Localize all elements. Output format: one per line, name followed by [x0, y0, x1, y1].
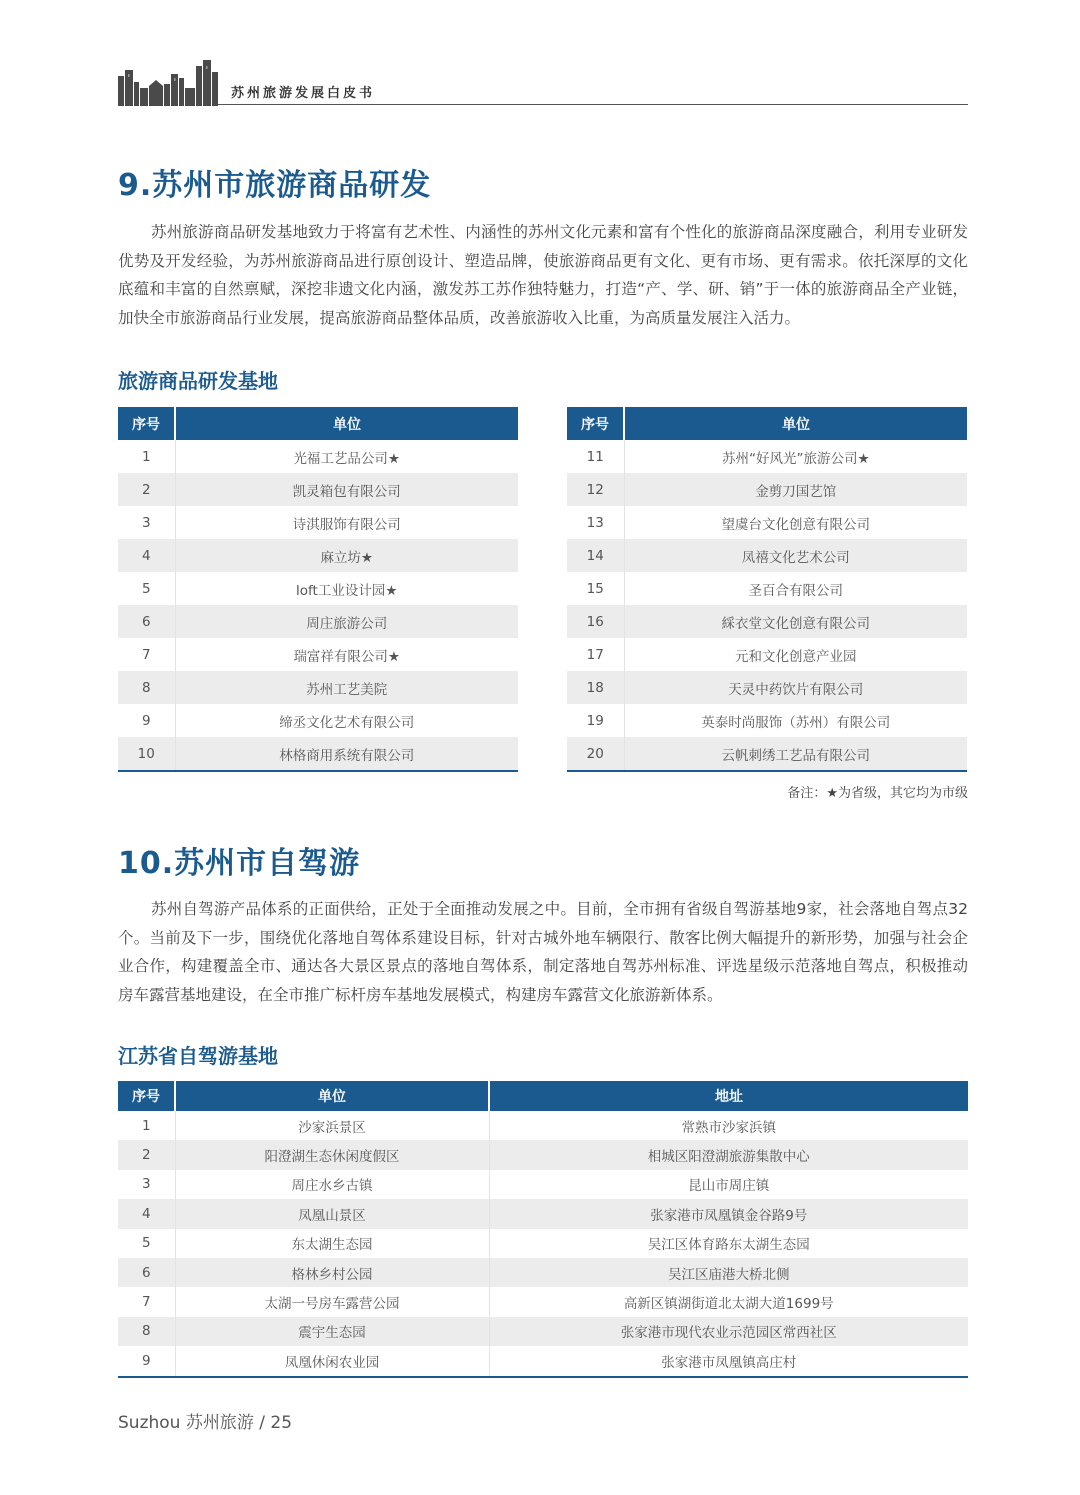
- table-row: [118, 1111, 968, 1140]
- table-row: [118, 506, 518, 539]
- cell-unit: 苏州“好风光”旅游公司★: [624, 440, 967, 473]
- cell-unit: 望虞台文化创意有限公司: [624, 506, 967, 539]
- cell-no: 5: [141, 1235, 151, 1252]
- table-row: [118, 1287, 968, 1316]
- cell-address: 常熟市沙家浜镇: [489, 1111, 968, 1140]
- cell-unit: 周庄水乡古镇: [175, 1170, 489, 1199]
- cell-unit: 阳澄湖生态休闲度假区: [175, 1140, 489, 1169]
- cell-no: 20: [567, 737, 624, 771]
- cell-unit: 麻立坊★: [175, 539, 518, 572]
- table-row: [118, 1346, 968, 1376]
- cell-unit: 林格商用系统有限公司: [175, 737, 518, 771]
- cell-no: 2: [118, 1140, 175, 1169]
- cell-no: 19: [586, 712, 604, 729]
- cell-unit: 凤凰休闲农业园: [175, 1346, 489, 1376]
- table-row: [118, 1170, 968, 1199]
- products-table-right: [567, 407, 967, 772]
- col-header-unit: 单位: [175, 1081, 489, 1111]
- cell-no: 9: [141, 1352, 151, 1369]
- self-drive-table: [118, 1081, 968, 1378]
- cell-unit: 圣百合有限公司: [624, 572, 967, 605]
- products-table-left: [118, 407, 518, 772]
- cell-no: 14: [567, 539, 624, 572]
- col-header-unit: 单位: [175, 407, 518, 440]
- section-10-paragraph: 苏州自驾游产品体系的正面供给，正处于全面推动发展之中。目前，全市拥有省级自驾游基地9家，社会落地自驾点32个。当前及下一步，围绕优化落地自驾体系建设目标，针对古城外地车辆限行、散客比例大幅提升的新形势，加强与社会企业合作，构建覆盖全市、通达各大景区景点的落地自驾体系，制定落地自驾苏州标准、评选星级示范落地自驾点，积极推动房车露营基地建设，在全市推广标杆房车基地发展模式，构建房车露营文化旅游新体系。: [118, 900, 968, 1004]
- page-footer: Suzhou 苏州旅游 / 25: [118, 1413, 293, 1433]
- cell-no: 8: [118, 1317, 175, 1346]
- cell-unit: 凤禧文化艺术公司: [624, 539, 967, 572]
- col-header-address: 地址: [489, 1081, 968, 1111]
- cell-no: 6: [118, 1258, 175, 1287]
- cell-unit: 凤凰山景区: [175, 1199, 489, 1228]
- table-row: [118, 671, 518, 704]
- cell-no: 13: [586, 514, 604, 531]
- table-row: [118, 1317, 968, 1346]
- cell-no: 8: [118, 671, 175, 704]
- cell-unit: loft工业设计园★: [175, 572, 518, 605]
- section-9-title: 9.苏州市旅游商品研发: [118, 168, 432, 203]
- cell-unit: 綵衣堂文化创意有限公司: [624, 605, 967, 638]
- cell-no: 7: [141, 646, 151, 663]
- table-row: [118, 605, 518, 638]
- cell-no: 5: [141, 580, 151, 597]
- cell-address: 相城区阳澄湖旅游集散中心: [489, 1140, 968, 1169]
- table-row: [567, 704, 967, 737]
- col-header-no: 序号: [567, 407, 624, 440]
- table-row: [118, 737, 518, 771]
- col-header-no: 序号: [118, 407, 175, 440]
- cell-unit: 英泰时尚服饰（苏州）有限公司: [624, 704, 967, 737]
- cell-unit: 东太湖生态园: [175, 1229, 489, 1258]
- table-row: [118, 1199, 968, 1228]
- cell-unit: 太湖一号房车露营公园: [175, 1287, 489, 1316]
- cell-no: 18: [567, 671, 624, 704]
- cell-no: 10: [118, 737, 175, 771]
- cell-no: 12: [567, 473, 624, 506]
- city-skyline-icon: [118, 58, 218, 106]
- cell-unit: 元和文化创意产业园: [624, 638, 967, 671]
- cell-no: 3: [141, 1176, 151, 1193]
- cell-unit: 瑞富祥有限公司★: [175, 638, 518, 671]
- table-row: [118, 473, 518, 506]
- table-row: [118, 638, 518, 671]
- table-row: [567, 473, 967, 506]
- cell-address: 高新区镇湖街道北太湖大道1699号: [489, 1287, 968, 1316]
- table-row: [118, 704, 518, 737]
- cell-address: 吴江区庙港大桥北侧: [489, 1258, 968, 1287]
- table-row: [567, 572, 967, 605]
- cell-address: 吴江区体育路东太湖生态园: [489, 1229, 968, 1258]
- cell-unit: 震宇生态园: [175, 1317, 489, 1346]
- table-row: [567, 737, 967, 771]
- cell-unit: 天灵中药饮片有限公司: [624, 671, 967, 704]
- cell-unit: 金剪刀国艺馆: [624, 473, 967, 506]
- cell-address: 昆山市周庄镇: [489, 1170, 968, 1199]
- cell-unit: 诗淇服饰有限公司: [175, 506, 518, 539]
- cell-unit: 缔丞文化艺术有限公司: [175, 704, 518, 737]
- section-10-subtitle: 江苏省自驾游基地: [118, 1044, 278, 1068]
- cell-unit: 周庄旅游公司: [175, 605, 518, 638]
- section-9-paragraph: 苏州旅游商品研发基地致力于将富有艺术性、内涵性的苏州文化元素和富有个性化的旅游商品深度融合，利用专业研发优势及开发经验，为苏州旅游商品进行原创设计、塑造品牌，使旅游商品更有文化、更有市场、更有需求。依托深厚的文化底蕴和丰富的自然禀赋，深挖非遗文化内涵，激发苏工苏作独特魅力，打造“产、学、研、销”于一体的旅游商品全产业链，加快全市旅游商品行业发展，提高旅游商品整体品质，改善旅游收入比重，为高质量发展注入活力。: [118, 223, 968, 327]
- cell-unit: 苏州工艺美院: [175, 671, 518, 704]
- table-row: [567, 440, 967, 473]
- cell-no: 3: [141, 514, 151, 531]
- cell-no: 11: [586, 448, 604, 465]
- cell-unit: 格林乡村公园: [175, 1258, 489, 1287]
- cell-no: 15: [586, 580, 604, 597]
- section-9-subtitle: 旅游商品研发基地: [118, 369, 278, 393]
- table-row: [567, 539, 967, 572]
- table-row: [118, 440, 518, 473]
- col-header-no: 序号: [118, 1081, 175, 1111]
- cell-unit: 沙家浜景区: [175, 1111, 489, 1140]
- cell-no: 1: [141, 1117, 151, 1134]
- cell-unit: 光福工艺品公司★: [175, 440, 518, 473]
- col-header-unit: 单位: [624, 407, 967, 440]
- cell-no: 17: [586, 646, 604, 663]
- table-row: [567, 638, 967, 671]
- table-row: [567, 671, 967, 704]
- cell-address: 张家港市凤凰镇金谷路9号: [489, 1199, 968, 1228]
- header-title: 苏州旅游发展白皮书: [231, 86, 376, 101]
- cell-no: 4: [118, 1199, 175, 1228]
- cell-no: 2: [118, 473, 175, 506]
- table-row: [118, 1229, 968, 1258]
- cell-unit: 凯灵箱包有限公司: [175, 473, 518, 506]
- cell-no: 4: [118, 539, 175, 572]
- table-note: 备注：★为省级，其它均为市级: [787, 786, 968, 801]
- table-row: [118, 1258, 968, 1287]
- table-row: [567, 506, 967, 539]
- cell-no: 9: [141, 712, 151, 729]
- table-row: [567, 605, 967, 638]
- cell-address: 张家港市现代农业示范园区常西社区: [489, 1317, 968, 1346]
- cell-unit: 云帆刺绣工艺品有限公司: [624, 737, 967, 771]
- page-header: [118, 58, 968, 108]
- cell-address: 张家港市凤凰镇高庄村: [489, 1346, 968, 1376]
- table-row: [118, 572, 518, 605]
- header-divider: [218, 104, 968, 105]
- cell-no: 16: [567, 605, 624, 638]
- section-10-title: 10.苏州市自驾游: [118, 846, 361, 881]
- cell-no: 1: [141, 448, 151, 465]
- cell-no: 6: [118, 605, 175, 638]
- table-row: [118, 1140, 968, 1169]
- cell-no: 7: [141, 1294, 151, 1311]
- table-row: [118, 539, 518, 572]
